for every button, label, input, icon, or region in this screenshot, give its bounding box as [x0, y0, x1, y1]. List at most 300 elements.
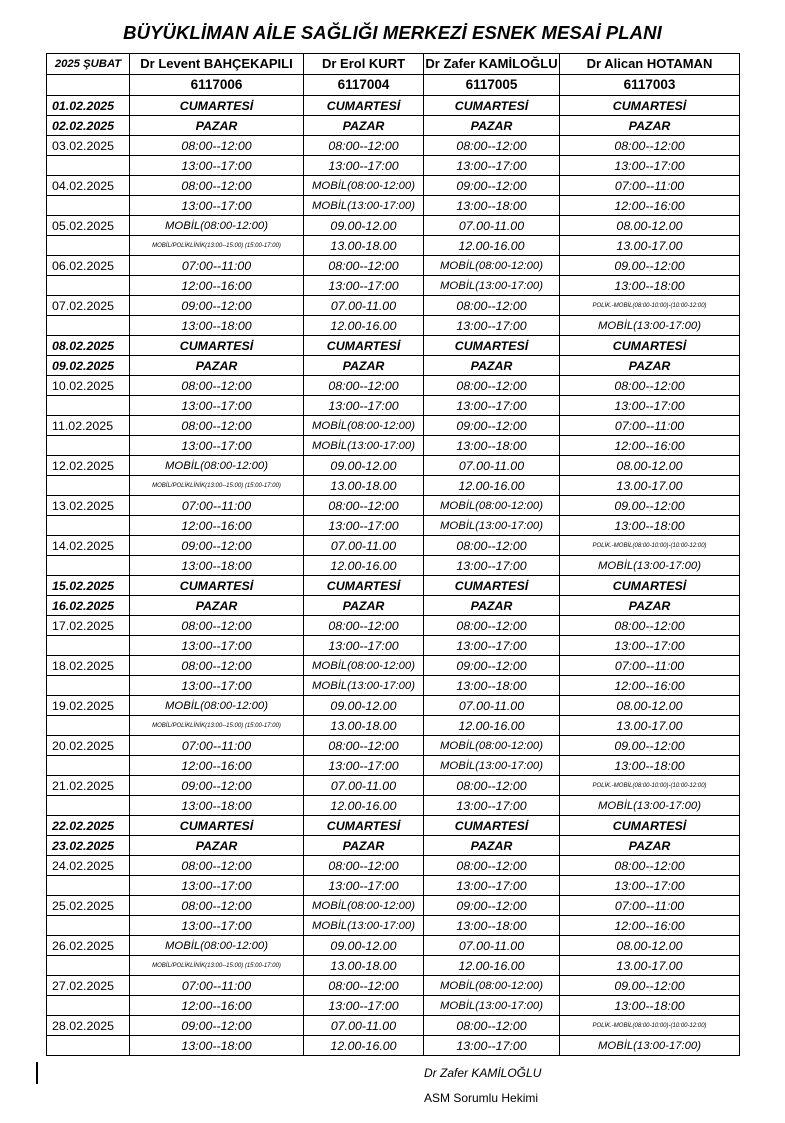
shift-cell: 08.00-12.00	[560, 696, 740, 716]
shift-cell: 07.00-11.00	[304, 1016, 424, 1036]
table-row	[47, 616, 740, 636]
shift-cell: 08:00--12:00	[424, 376, 560, 396]
shift-cell: PAZAR	[130, 596, 304, 616]
shift-cell: 08:00--12:00	[424, 776, 560, 796]
table-row	[47, 636, 740, 656]
date-cell	[47, 796, 130, 816]
shift-cell: 09:00--12:00	[424, 176, 560, 196]
shift-cell: CUMARTESİ	[424, 816, 560, 836]
shift-cell: PAZAR	[304, 356, 424, 376]
date-cell: 28.02.2025	[47, 1016, 130, 1036]
shift-cell: 08:00--12:00	[304, 496, 424, 516]
date-cell: 04.02.2025	[47, 176, 130, 196]
date-cell	[47, 436, 130, 456]
shift-cell: MOBİL(13:00-17:00)	[424, 996, 560, 1016]
table-row	[47, 336, 740, 356]
shift-cell: 12:00--16:00	[130, 996, 304, 1016]
shift-cell: 09.00-12.00	[304, 456, 424, 476]
shift-cell: 08:00--12:00	[130, 616, 304, 636]
shift-cell: MOBİL(08:00-12:00)	[130, 216, 304, 236]
date-cell	[47, 956, 130, 976]
shift-cell: POLİK.-MOBİL(08:00-10:00)-(10:00-12:00)	[560, 776, 740, 796]
shift-cell: 12:00--16:00	[130, 756, 304, 776]
shift-cell: PAZAR	[560, 836, 740, 856]
table-row	[47, 96, 740, 116]
shift-cell: 13:00--17:00	[424, 876, 560, 896]
shift-cell: CUMARTESİ	[304, 816, 424, 836]
date-cell: 18.02.2025	[47, 656, 130, 676]
date-cell	[47, 676, 130, 696]
shift-cell: 08:00--12:00	[304, 736, 424, 756]
shift-cell: 08:00--12:00	[304, 136, 424, 156]
shift-cell: 13:00--17:00	[424, 156, 560, 176]
shift-cell: 08:00--12:00	[304, 616, 424, 636]
shift-cell: 13:00--17:00	[304, 996, 424, 1016]
shift-cell: MOBİL(13:00-17:00)	[304, 196, 424, 216]
shift-cell: MOBİL(08:00-12:00)	[304, 416, 424, 436]
shift-cell: 08:00--12:00	[560, 136, 740, 156]
shift-cell: 13:00--17:00	[130, 436, 304, 456]
shift-cell: MOBİL(08:00-12:00)	[424, 496, 560, 516]
shift-cell: 13.00-18.00	[304, 956, 424, 976]
date-cell: 06.02.2025	[47, 256, 130, 276]
date-cell: 24.02.2025	[47, 856, 130, 876]
shift-cell: 12:00--16:00	[560, 196, 740, 216]
doctor-name-header: Dr Levent BAHÇEKAPILI	[130, 54, 304, 75]
shift-cell: 13:00--17:00	[130, 636, 304, 656]
shift-cell: 13:00--17:00	[424, 556, 560, 576]
shift-cell: 08:00--12:00	[130, 896, 304, 916]
date-cell: 19.02.2025	[47, 696, 130, 716]
shift-cell: 13:00--18:00	[424, 676, 560, 696]
date-cell	[47, 476, 130, 496]
shift-cell: 08.00-12.00	[560, 216, 740, 236]
shift-cell: 08:00--12:00	[560, 856, 740, 876]
date-cell: 23.02.2025	[47, 836, 130, 856]
shift-cell: 13:00--18:00	[560, 996, 740, 1016]
signature-name: Dr Zafer KAMİLOĞLU	[424, 1066, 542, 1080]
shift-cell: 08:00--12:00	[424, 616, 560, 636]
shift-cell: 08:00--12:00	[130, 176, 304, 196]
shift-cell: CUMARTESİ	[130, 336, 304, 356]
shift-cell: 13:00--18:00	[424, 436, 560, 456]
date-cell: 02.02.2025	[47, 116, 130, 136]
shift-cell: 13:00--18:00	[424, 916, 560, 936]
shift-cell: POLİK.-MOBİL(08:00-10:00)-(10:00-12:00)	[560, 1016, 740, 1036]
shift-cell: MOBİL(08:00-12:00)	[424, 736, 560, 756]
page-title: BÜYÜKLİMAN AİLE SAĞLIĞI MERKEZİ ESNEK MESAİ PLANI	[123, 22, 662, 43]
date-cell: 07.02.2025	[47, 296, 130, 316]
table-row	[47, 916, 740, 936]
date-cell	[47, 756, 130, 776]
shift-cell: 08:00--12:00	[424, 856, 560, 876]
shift-cell: 12:00--16:00	[560, 676, 740, 696]
date-cell	[47, 556, 130, 576]
shift-cell: 13.00-17.00	[560, 956, 740, 976]
table-row	[47, 436, 740, 456]
shift-cell: MOBİL(13:00-17:00)	[304, 676, 424, 696]
table-row	[47, 356, 740, 376]
shift-cell: 07.00-11.00	[304, 296, 424, 316]
shift-cell: 12.00-16.00	[424, 956, 560, 976]
shift-cell: MOBİL(13:00-17:00)	[304, 916, 424, 936]
shift-cell: PAZAR	[424, 116, 560, 136]
shift-cell: 07:00--11:00	[560, 896, 740, 916]
date-cell: 11.02.2025	[47, 416, 130, 436]
table-row	[47, 696, 740, 716]
shift-cell: CUMARTESİ	[304, 96, 424, 116]
shift-cell: PAZAR	[424, 836, 560, 856]
date-cell: 14.02.2025	[47, 536, 130, 556]
shift-cell: 13.00-17.00	[560, 716, 740, 736]
shift-cell: 13.00-17.00	[560, 236, 740, 256]
shift-cell: CUMARTESİ	[130, 96, 304, 116]
header-spacer	[47, 75, 130, 96]
table-row	[47, 796, 740, 816]
shift-cell: 13:00--17:00	[424, 636, 560, 656]
table-row	[47, 936, 740, 956]
shift-cell: CUMARTESİ	[424, 576, 560, 596]
shift-cell: PAZAR	[560, 116, 740, 136]
shift-cell: 08:00--12:00	[130, 856, 304, 876]
table-row	[47, 536, 740, 556]
date-cell	[47, 916, 130, 936]
shift-cell: 07.00-11.00	[424, 216, 560, 236]
table-row	[47, 556, 740, 576]
shift-cell: MOBİL(08:00-12:00)	[304, 656, 424, 676]
date-cell	[47, 196, 130, 216]
shift-cell: 13:00--17:00	[304, 156, 424, 176]
shift-cell: 08.00-12.00	[560, 936, 740, 956]
table-row	[47, 116, 740, 136]
header-row-names	[47, 54, 740, 75]
shift-cell: MOBİL(08:00-12:00)	[424, 256, 560, 276]
shift-cell: MOBİL(13:00-17:00)	[424, 276, 560, 296]
table-row	[47, 896, 740, 916]
shift-cell: 13.00-18.00	[304, 476, 424, 496]
table-row	[47, 996, 740, 1016]
shift-cell: 08:00--12:00	[424, 136, 560, 156]
shift-cell: 08:00--12:00	[560, 376, 740, 396]
date-cell: 26.02.2025	[47, 936, 130, 956]
shift-cell: MOBİL(13:00-17:00)	[560, 796, 740, 816]
shift-cell: 09:00--12:00	[130, 296, 304, 316]
table-row	[47, 456, 740, 476]
shift-cell: 12:00--16:00	[560, 436, 740, 456]
shift-cell: PAZAR	[424, 356, 560, 376]
margin-mark	[36, 1062, 38, 1084]
shift-cell: 13.00-18.00	[304, 716, 424, 736]
shift-cell: 08:00--12:00	[304, 976, 424, 996]
shift-cell: 12.00-16.00	[424, 716, 560, 736]
shift-cell: 08:00--12:00	[304, 376, 424, 396]
shift-cell: PAZAR	[560, 596, 740, 616]
table-row	[47, 276, 740, 296]
table-row	[47, 876, 740, 896]
shift-cell: PAZAR	[304, 836, 424, 856]
shift-cell: 09.00-12.00	[304, 216, 424, 236]
table-row	[47, 396, 740, 416]
doctor-name-header: Dr Zafer KAMİLOĞLU	[424, 54, 560, 75]
date-cell	[47, 996, 130, 1016]
shift-cell: MOBİL(13:00-17:00)	[304, 436, 424, 456]
date-cell: 05.02.2025	[47, 216, 130, 236]
table-row	[47, 196, 740, 216]
shift-cell: MOBİL(13:00-17:00)	[560, 1036, 740, 1056]
shift-cell: MOBİL(13:00-17:00)	[424, 516, 560, 536]
shift-cell: 12:00--16:00	[130, 276, 304, 296]
shift-cell: CUMARTESİ	[560, 576, 740, 596]
shift-cell: 13:00--17:00	[424, 796, 560, 816]
shift-cell: 13:00--17:00	[304, 756, 424, 776]
date-cell: 16.02.2025	[47, 596, 130, 616]
date-cell: 01.02.2025	[47, 96, 130, 116]
header-row-codes	[47, 75, 740, 96]
table-row	[47, 216, 740, 236]
table-row	[47, 1036, 740, 1056]
date-cell	[47, 516, 130, 536]
table-row	[47, 776, 740, 796]
shift-cell: 12.00-16.00	[304, 556, 424, 576]
schedule-table	[46, 53, 740, 1056]
doctor-code-header: 6117003	[560, 75, 740, 96]
shift-cell: 12:00--16:00	[130, 516, 304, 536]
shift-cell: 12.00-16.00	[424, 236, 560, 256]
shift-cell: 07:00--11:00	[560, 176, 740, 196]
shift-cell: 07:00--11:00	[560, 416, 740, 436]
shift-cell: 07.00-11.00	[424, 936, 560, 956]
shift-cell: CUMARTESİ	[560, 96, 740, 116]
table-row	[47, 316, 740, 336]
shift-cell: 13:00--17:00	[130, 396, 304, 416]
shift-cell: 13:00--17:00	[560, 636, 740, 656]
table-row	[47, 716, 740, 736]
shift-cell: 13:00--17:00	[424, 1036, 560, 1056]
doctor-name-header: Dr Alican HOTAMAN	[560, 54, 740, 75]
shift-cell: 07:00--11:00	[130, 496, 304, 516]
shift-cell: 13.00-18.00	[304, 236, 424, 256]
shift-cell: POLİK.-MOBİL(08:00-10:00)-(10:00-12:00)	[560, 296, 740, 316]
shift-cell: 13:00--18:00	[560, 756, 740, 776]
shift-cell: 13:00--17:00	[560, 396, 740, 416]
shift-cell: 09:00--12:00	[130, 776, 304, 796]
shift-cell: MOBİL(08:00-12:00)	[424, 976, 560, 996]
shift-cell: 09:00--12:00	[424, 416, 560, 436]
shift-cell: 13:00--18:00	[560, 516, 740, 536]
shift-cell: MOBİL(13:00-17:00)	[560, 316, 740, 336]
shift-cell: 09:00--12:00	[130, 1016, 304, 1036]
shift-cell: 08:00--12:00	[130, 136, 304, 156]
shift-cell: 13:00--17:00	[304, 276, 424, 296]
date-cell	[47, 316, 130, 336]
shift-cell: MOBİL/POLİKLİNİK(13:00--15:00) (15:00-17:00)	[130, 716, 304, 736]
date-cell	[47, 236, 130, 256]
shift-cell: 09:00--12:00	[424, 896, 560, 916]
shift-cell: 13:00--18:00	[130, 1036, 304, 1056]
shift-cell: 13:00--17:00	[560, 876, 740, 896]
table-row	[47, 956, 740, 976]
shift-cell: MOBİL(08:00-12:00)	[130, 456, 304, 476]
table-row	[47, 256, 740, 276]
table-row	[47, 756, 740, 776]
table-row	[47, 1016, 740, 1036]
shift-cell: 13:00--18:00	[130, 316, 304, 336]
shift-cell: 08:00--12:00	[424, 1016, 560, 1036]
shift-cell: 13:00--18:00	[424, 196, 560, 216]
shift-cell: 08:00--12:00	[424, 296, 560, 316]
shift-cell: CUMARTESİ	[130, 816, 304, 836]
shift-cell: 08:00--12:00	[130, 376, 304, 396]
shift-cell: PAZAR	[130, 116, 304, 136]
shift-cell: 09.00-12.00	[304, 936, 424, 956]
signature-role: ASM Sorumlu Hekimi	[424, 1091, 539, 1105]
table-row	[47, 136, 740, 156]
table-row	[47, 236, 740, 256]
doctor-code-header: 6117004	[304, 75, 424, 96]
shift-cell: MOBİL(13:00-17:00)	[424, 756, 560, 776]
shift-cell: PAZAR	[560, 356, 740, 376]
shift-cell: 12.00-16.00	[304, 1036, 424, 1056]
shift-cell: 13:00--17:00	[130, 156, 304, 176]
shift-cell: 07:00--11:00	[130, 256, 304, 276]
shift-cell: 09.00--12:00	[560, 496, 740, 516]
shift-cell: 13:00--17:00	[304, 516, 424, 536]
table-row	[47, 296, 740, 316]
table-row	[47, 516, 740, 536]
schedule-table-body	[47, 54, 740, 1056]
shift-cell: 09.00--12:00	[560, 736, 740, 756]
shift-cell: CUMARTESİ	[560, 816, 740, 836]
table-row	[47, 176, 740, 196]
shift-cell: 09:00--12:00	[130, 536, 304, 556]
shift-cell: 08:00--12:00	[130, 656, 304, 676]
shift-cell: 08.00-12.00	[560, 456, 740, 476]
doctor-code-header: 6117005	[424, 75, 560, 96]
shift-cell: PAZAR	[130, 356, 304, 376]
shift-cell: CUMARTESİ	[304, 336, 424, 356]
shift-cell: 07.00-11.00	[424, 456, 560, 476]
shift-cell: CUMARTESİ	[130, 576, 304, 596]
date-cell: 22.02.2025	[47, 816, 130, 836]
date-cell: 03.02.2025	[47, 136, 130, 156]
shift-cell: 07.00-11.00	[304, 536, 424, 556]
shift-cell: 13:00--17:00	[130, 916, 304, 936]
shift-cell: 13:00--18:00	[130, 796, 304, 816]
date-cell: 27.02.2025	[47, 976, 130, 996]
table-row	[47, 576, 740, 596]
shift-cell: POLİK.-MOBİL(08:00-10:00)-(10:00-12:00)	[560, 536, 740, 556]
shift-cell: MOBİL(08:00-12:00)	[130, 936, 304, 956]
shift-cell: MOBİL(08:00-12:00)	[130, 696, 304, 716]
shift-cell: MOBİL/POLİKLİNİK(13:00--15:00) (15:00-17:00)	[130, 236, 304, 256]
shift-cell: 08:00--12:00	[304, 856, 424, 876]
shift-cell: 08:00--12:00	[560, 616, 740, 636]
table-row	[47, 156, 740, 176]
shift-cell: 13:00--18:00	[560, 276, 740, 296]
table-row	[47, 676, 740, 696]
period-header: 2025 ŞUBAT	[47, 54, 130, 75]
date-cell	[47, 876, 130, 896]
shift-cell: 13:00--17:00	[130, 196, 304, 216]
shift-cell: CUMARTESİ	[424, 96, 560, 116]
shift-cell: 13:00--17:00	[560, 156, 740, 176]
shift-cell: CUMARTESİ	[424, 336, 560, 356]
shift-cell: 13:00--17:00	[304, 396, 424, 416]
table-row	[47, 416, 740, 436]
date-cell: 25.02.2025	[47, 896, 130, 916]
shift-cell: 09.00-12.00	[304, 696, 424, 716]
date-cell: 09.02.2025	[47, 356, 130, 376]
date-cell: 08.02.2025	[47, 336, 130, 356]
shift-cell: 08:00--12:00	[304, 256, 424, 276]
table-row	[47, 976, 740, 996]
date-cell: 10.02.2025	[47, 376, 130, 396]
shift-cell: CUMARTESİ	[304, 576, 424, 596]
date-cell	[47, 1036, 130, 1056]
shift-cell: 07:00--11:00	[130, 976, 304, 996]
table-row	[47, 496, 740, 516]
date-cell	[47, 276, 130, 296]
shift-cell: 07:00--11:00	[130, 736, 304, 756]
table-row	[47, 656, 740, 676]
shift-cell: 13:00--17:00	[130, 676, 304, 696]
shift-cell: 13:00--17:00	[130, 876, 304, 896]
shift-cell: MOBİL(08:00-12:00)	[304, 896, 424, 916]
date-cell	[47, 716, 130, 736]
shift-cell: 13:00--17:00	[304, 876, 424, 896]
shift-cell: PAZAR	[304, 116, 424, 136]
doctor-code-header: 6117006	[130, 75, 304, 96]
shift-cell: PAZAR	[424, 596, 560, 616]
shift-cell: 12:00--16:00	[560, 916, 740, 936]
shift-cell: 13:00--17:00	[424, 316, 560, 336]
shift-cell: 13:00--17:00	[304, 636, 424, 656]
date-cell: 21.02.2025	[47, 776, 130, 796]
date-cell	[47, 396, 130, 416]
shift-cell: MOBİL/POLİKLİNİK(13:00--15:00) (15:00-17:00)	[130, 476, 304, 496]
shift-cell: PAZAR	[304, 596, 424, 616]
shift-cell: 08:00--12:00	[424, 536, 560, 556]
shift-cell: 07.00-11.00	[304, 776, 424, 796]
table-row	[47, 376, 740, 396]
table-row	[47, 836, 740, 856]
date-cell	[47, 156, 130, 176]
date-cell: 12.02.2025	[47, 456, 130, 476]
shift-cell: CUMARTESİ	[560, 336, 740, 356]
table-row	[47, 596, 740, 616]
shift-cell: 12.00-16.00	[304, 796, 424, 816]
shift-cell: MOBİL(08:00-12:00)	[304, 176, 424, 196]
shift-cell: 13:00--17:00	[424, 396, 560, 416]
shift-cell: 13:00--18:00	[130, 556, 304, 576]
shift-cell: 09.00--12:00	[560, 256, 740, 276]
doctor-name-header: Dr Erol KURT	[304, 54, 424, 75]
date-cell: 20.02.2025	[47, 736, 130, 756]
shift-cell: 09:00--12:00	[424, 656, 560, 676]
date-cell: 15.02.2025	[47, 576, 130, 596]
table-row	[47, 736, 740, 756]
shift-cell: MOBİL(13:00-17:00)	[560, 556, 740, 576]
shift-cell: 12.00-16.00	[304, 316, 424, 336]
table-row	[47, 476, 740, 496]
shift-cell: 07:00--11:00	[560, 656, 740, 676]
shift-cell: 13.00-17.00	[560, 476, 740, 496]
shift-cell: 08:00--12:00	[130, 416, 304, 436]
table-row	[47, 816, 740, 836]
shift-cell: PAZAR	[130, 836, 304, 856]
shift-cell: 12.00-16.00	[424, 476, 560, 496]
table-row	[47, 856, 740, 876]
